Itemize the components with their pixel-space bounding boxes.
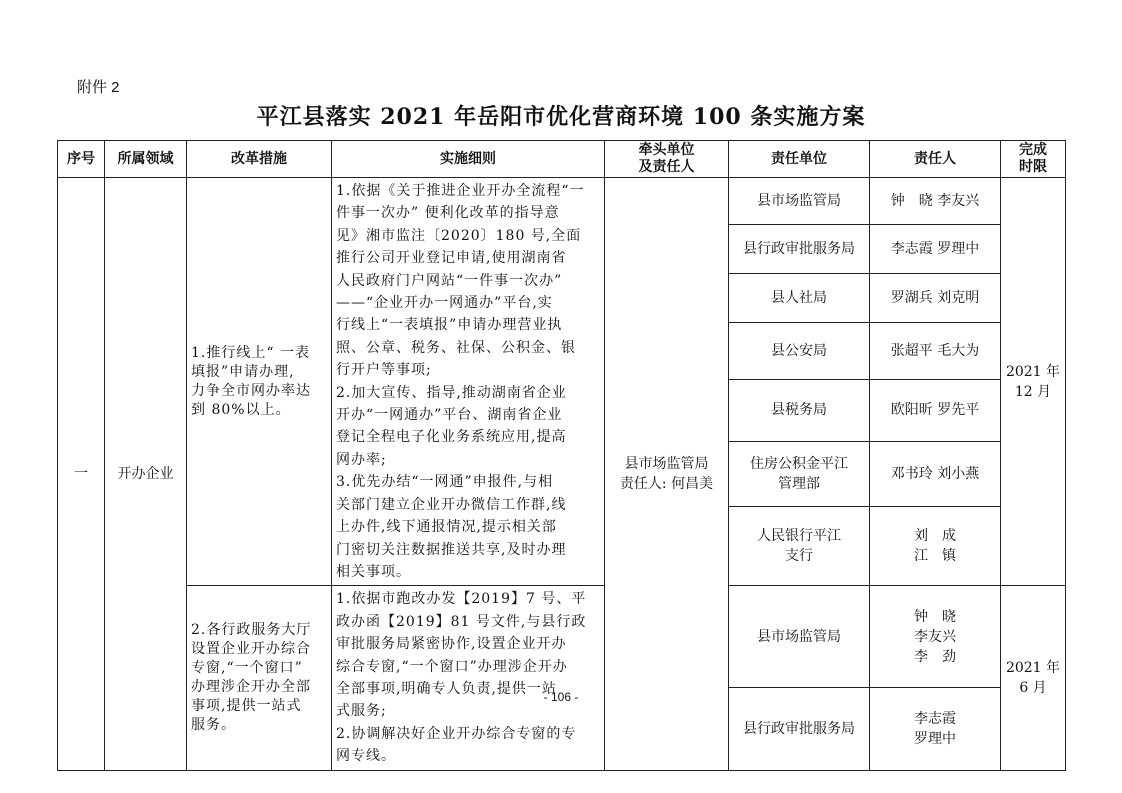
cell-line: 2021 年	[1005, 659, 1061, 676]
cell-line: 实施细则	[440, 150, 496, 167]
domain-cell	[105, 178, 187, 771]
cell-line: 人民银行平江	[757, 527, 841, 544]
responsible-unit-cell	[729, 178, 870, 225]
cell-line: 序号	[67, 150, 95, 167]
cell-line: 欧阳昕 罗先平	[890, 402, 980, 419]
cell-line: 全部事项,明确专人负责,提供一站	[336, 680, 557, 697]
table-row	[58, 178, 1066, 225]
cell-line: 刘 成	[914, 527, 956, 544]
detail-cell	[332, 178, 605, 586]
responsible-person-cell	[870, 224, 1001, 273]
cell-line: 县行政审批服务局	[743, 240, 855, 257]
responsible-unit-cell	[729, 586, 870, 688]
seq-cell	[58, 178, 105, 771]
cell-line: 责任人: 何昌美	[619, 475, 714, 492]
cell-line: 支行	[785, 547, 813, 564]
cell-line: 2.加大宣传、指导,推动湖南省企业	[336, 384, 567, 401]
cell-line: 李友兴	[914, 628, 956, 645]
responsible-person-cell	[870, 322, 1001, 380]
responsible-unit-cell	[729, 506, 870, 586]
cell-line: 相关事项。	[336, 563, 411, 580]
cell-line: 李 劲	[914, 648, 956, 665]
cell-line: 钟 晓 李友兴	[890, 192, 980, 209]
cell-line: 县市场监管局	[757, 628, 841, 645]
responsible-unit-cell	[729, 273, 870, 322]
column-header	[187, 141, 332, 178]
table-row	[58, 586, 1066, 688]
cell-line: 牵头单位	[638, 142, 695, 158]
cell-line: 网专线。	[336, 748, 396, 765]
cell-line: 服务。	[191, 716, 236, 733]
cell-line: 综合专窗,“一个窗口”办理涉企开办	[336, 658, 568, 675]
responsible-person-cell	[870, 380, 1001, 441]
cell-line: 关部门建立企业开办微信工作群,线	[336, 496, 567, 513]
cell-line: 1.推行线上“ 一表	[191, 344, 310, 361]
responsible-unit-cell	[729, 224, 870, 273]
cell-line: 及责任人	[638, 159, 695, 175]
responsible-person-cell	[870, 273, 1001, 322]
cell-line: 政办函【2019】81 号文件,与县行政	[336, 613, 587, 630]
cell-line: 2.协调解决好企业开办综合专窗的专	[336, 725, 577, 742]
cell-line: 钟 晓	[914, 608, 956, 625]
cell-line: 完成	[1019, 142, 1047, 158]
cell-line: 县行政审批服务局	[743, 720, 855, 737]
cell-line: 改革措施	[231, 150, 287, 167]
cell-line: 到 80%以上。	[191, 401, 291, 418]
cell-line: 登记全程电子化业务系统应用,提高	[336, 429, 567, 446]
detail-cell	[332, 586, 605, 770]
plan-table	[57, 140, 1066, 771]
cell-line: 李志霞	[914, 710, 956, 727]
cell-line: 李志霞 罗理中	[890, 240, 980, 257]
responsible-person-cell	[870, 178, 1001, 225]
cell-line: 所属领域	[117, 150, 174, 167]
cell-line: 式服务;	[336, 703, 387, 720]
cell-line: 件事一次办” 便利化改革的指导意	[336, 205, 560, 222]
cell-line: 2021 年	[1005, 363, 1061, 380]
cell-line: 张超平 毛大为	[890, 342, 980, 359]
measure-cell	[187, 586, 332, 770]
column-header	[605, 141, 729, 178]
cell-line: 县市场监管局	[757, 192, 841, 209]
cell-line: 网办率;	[336, 451, 387, 468]
column-header	[58, 141, 105, 178]
deadline-cell	[1001, 586, 1066, 770]
lead-unit-cell	[605, 178, 729, 771]
cell-line: 开办“一网通办”平台、湖南省企业	[336, 407, 563, 424]
column-header	[1001, 141, 1066, 178]
cell-line: 审批服务局紧密协作,设置企业开办	[336, 636, 567, 653]
cell-line: 办理涉企开办全部	[191, 678, 311, 695]
cell-line: 行开户等事项;	[336, 362, 432, 379]
cell-line: 见》湘市监注〔2020〕180 号,全面	[336, 227, 582, 244]
cell-line: 行线上“一表填报”申请办理营业执	[336, 317, 563, 334]
responsible-person-cell	[870, 586, 1001, 688]
cell-line: 县市场监管局	[624, 455, 709, 472]
measure-cell	[187, 178, 332, 586]
cell-line: 县人社局	[771, 289, 827, 306]
cell-line: 人民政府门户网站“一件事一次办”	[336, 272, 563, 289]
cell-line: 江 镇	[914, 547, 956, 564]
cell-line: 照、公章、税务、社保、公积金、银	[336, 339, 576, 356]
cell-line: 力争全市网办率达	[191, 382, 311, 399]
cell-line: 邓书玲 刘小燕	[890, 465, 980, 482]
cell-line: 责任单位	[771, 150, 827, 167]
deadline-cell	[1001, 178, 1066, 586]
cell-line: 县税务局	[771, 402, 827, 419]
cell-line: 门密切关注数据推送共享,及时办理	[336, 541, 567, 558]
cell-line: 开办企业	[117, 465, 174, 482]
attachment-label: 附件 2	[77, 79, 120, 96]
cell-line: 6 月	[1019, 679, 1047, 696]
cell-line: 设置企业开办综合	[191, 640, 311, 657]
cell-line: 2.各行政服务大厅	[191, 621, 312, 638]
table-header-row	[58, 141, 1066, 178]
cell-line: 3.优先办结“一网通”申报件,与相	[336, 474, 554, 491]
column-header	[870, 141, 1001, 178]
cell-line: 责任人	[914, 150, 956, 167]
cell-line: 管理部	[778, 475, 820, 492]
cell-line: 推行公司开业登记申请,使用湖南省	[336, 250, 567, 267]
cell-line: 1.依据市跑改办发【2019】7 号、平	[336, 591, 587, 608]
cell-line: 上办件,线下通报情况,提示相关部	[336, 519, 557, 536]
column-header	[729, 141, 870, 178]
responsible-person-cell	[870, 506, 1001, 586]
cell-line: 县公安局	[771, 342, 827, 359]
page-number: - 106 -	[543, 690, 579, 704]
cell-line: 12 月	[1014, 383, 1052, 400]
cell-line: 罗理中	[914, 730, 956, 747]
responsible-unit-cell	[729, 322, 870, 380]
page-title: 平江县落实 2021 年岳阳市优化营商环境 100 条实施方案	[256, 104, 866, 130]
cell-line: 填报”申请办理,	[191, 363, 295, 380]
cell-line: ——“企业开办一网通办”平台,实	[336, 295, 553, 312]
cell-line: 1.依据《关于推进企业开办全流程“一	[336, 183, 585, 199]
responsible-unit-cell	[729, 380, 870, 441]
cell-line: 一	[74, 465, 88, 482]
cell-line: 住房公积金平江	[750, 455, 848, 472]
column-header	[332, 141, 605, 178]
cell-line: 专窗,“一个窗口”	[191, 659, 303, 676]
column-header	[105, 141, 187, 178]
cell-line: 时限	[1019, 159, 1047, 175]
cell-line: 事项,提供一站式	[191, 697, 302, 714]
cell-line: 罗湖兵 刘克明	[890, 289, 980, 306]
responsible-person-cell	[870, 441, 1001, 506]
responsible-unit-cell	[729, 441, 870, 506]
